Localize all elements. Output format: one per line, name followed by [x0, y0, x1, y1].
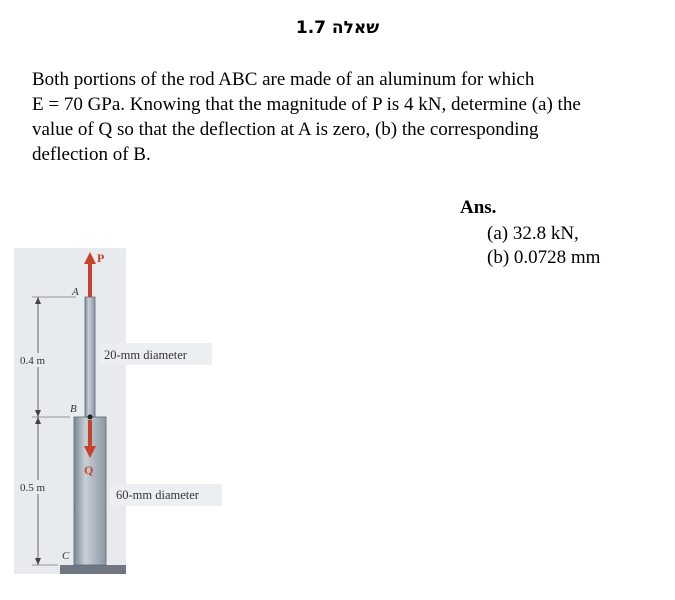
problem-line: E = 70 GPa. Knowing that the magnitude of P is 4 kN, determine (a) the: [32, 94, 581, 115]
answer-part-a: (a) 32.8 kN,: [487, 223, 579, 244]
diameter-bc-label: 60-mm diameter: [116, 488, 199, 502]
load-p-label: P: [97, 251, 105, 265]
problem-line: deflection of B.: [32, 144, 151, 165]
problem-line: value of Q so that the deflection at A is zero, (b) the corresponding: [32, 119, 539, 140]
rod-figure: [0, 240, 240, 585]
point-b-marker: [88, 415, 93, 420]
problem-statement: [32, 67, 662, 167]
answer-part-b: (b) 0.0728 mm: [487, 247, 601, 268]
diameter-ab-label: 20-mm diameter: [104, 348, 187, 362]
length-ab-label: 0.4 m: [20, 355, 46, 367]
length-bc-label: 0.5 m: [20, 482, 46, 494]
load-q-label: Q: [84, 463, 94, 477]
point-b-label: B: [70, 403, 77, 415]
answer-heading: Ans.: [460, 197, 497, 218]
point-a-label: A: [72, 286, 79, 298]
problem-line: Both portions of the rod ABC are made of an aluminum for which: [32, 69, 535, 90]
rod-segment-ab: [85, 297, 95, 417]
base-support: [60, 565, 126, 574]
point-c-label: C: [62, 550, 70, 562]
page-title: שאלה 1.7: [295, 18, 380, 38]
